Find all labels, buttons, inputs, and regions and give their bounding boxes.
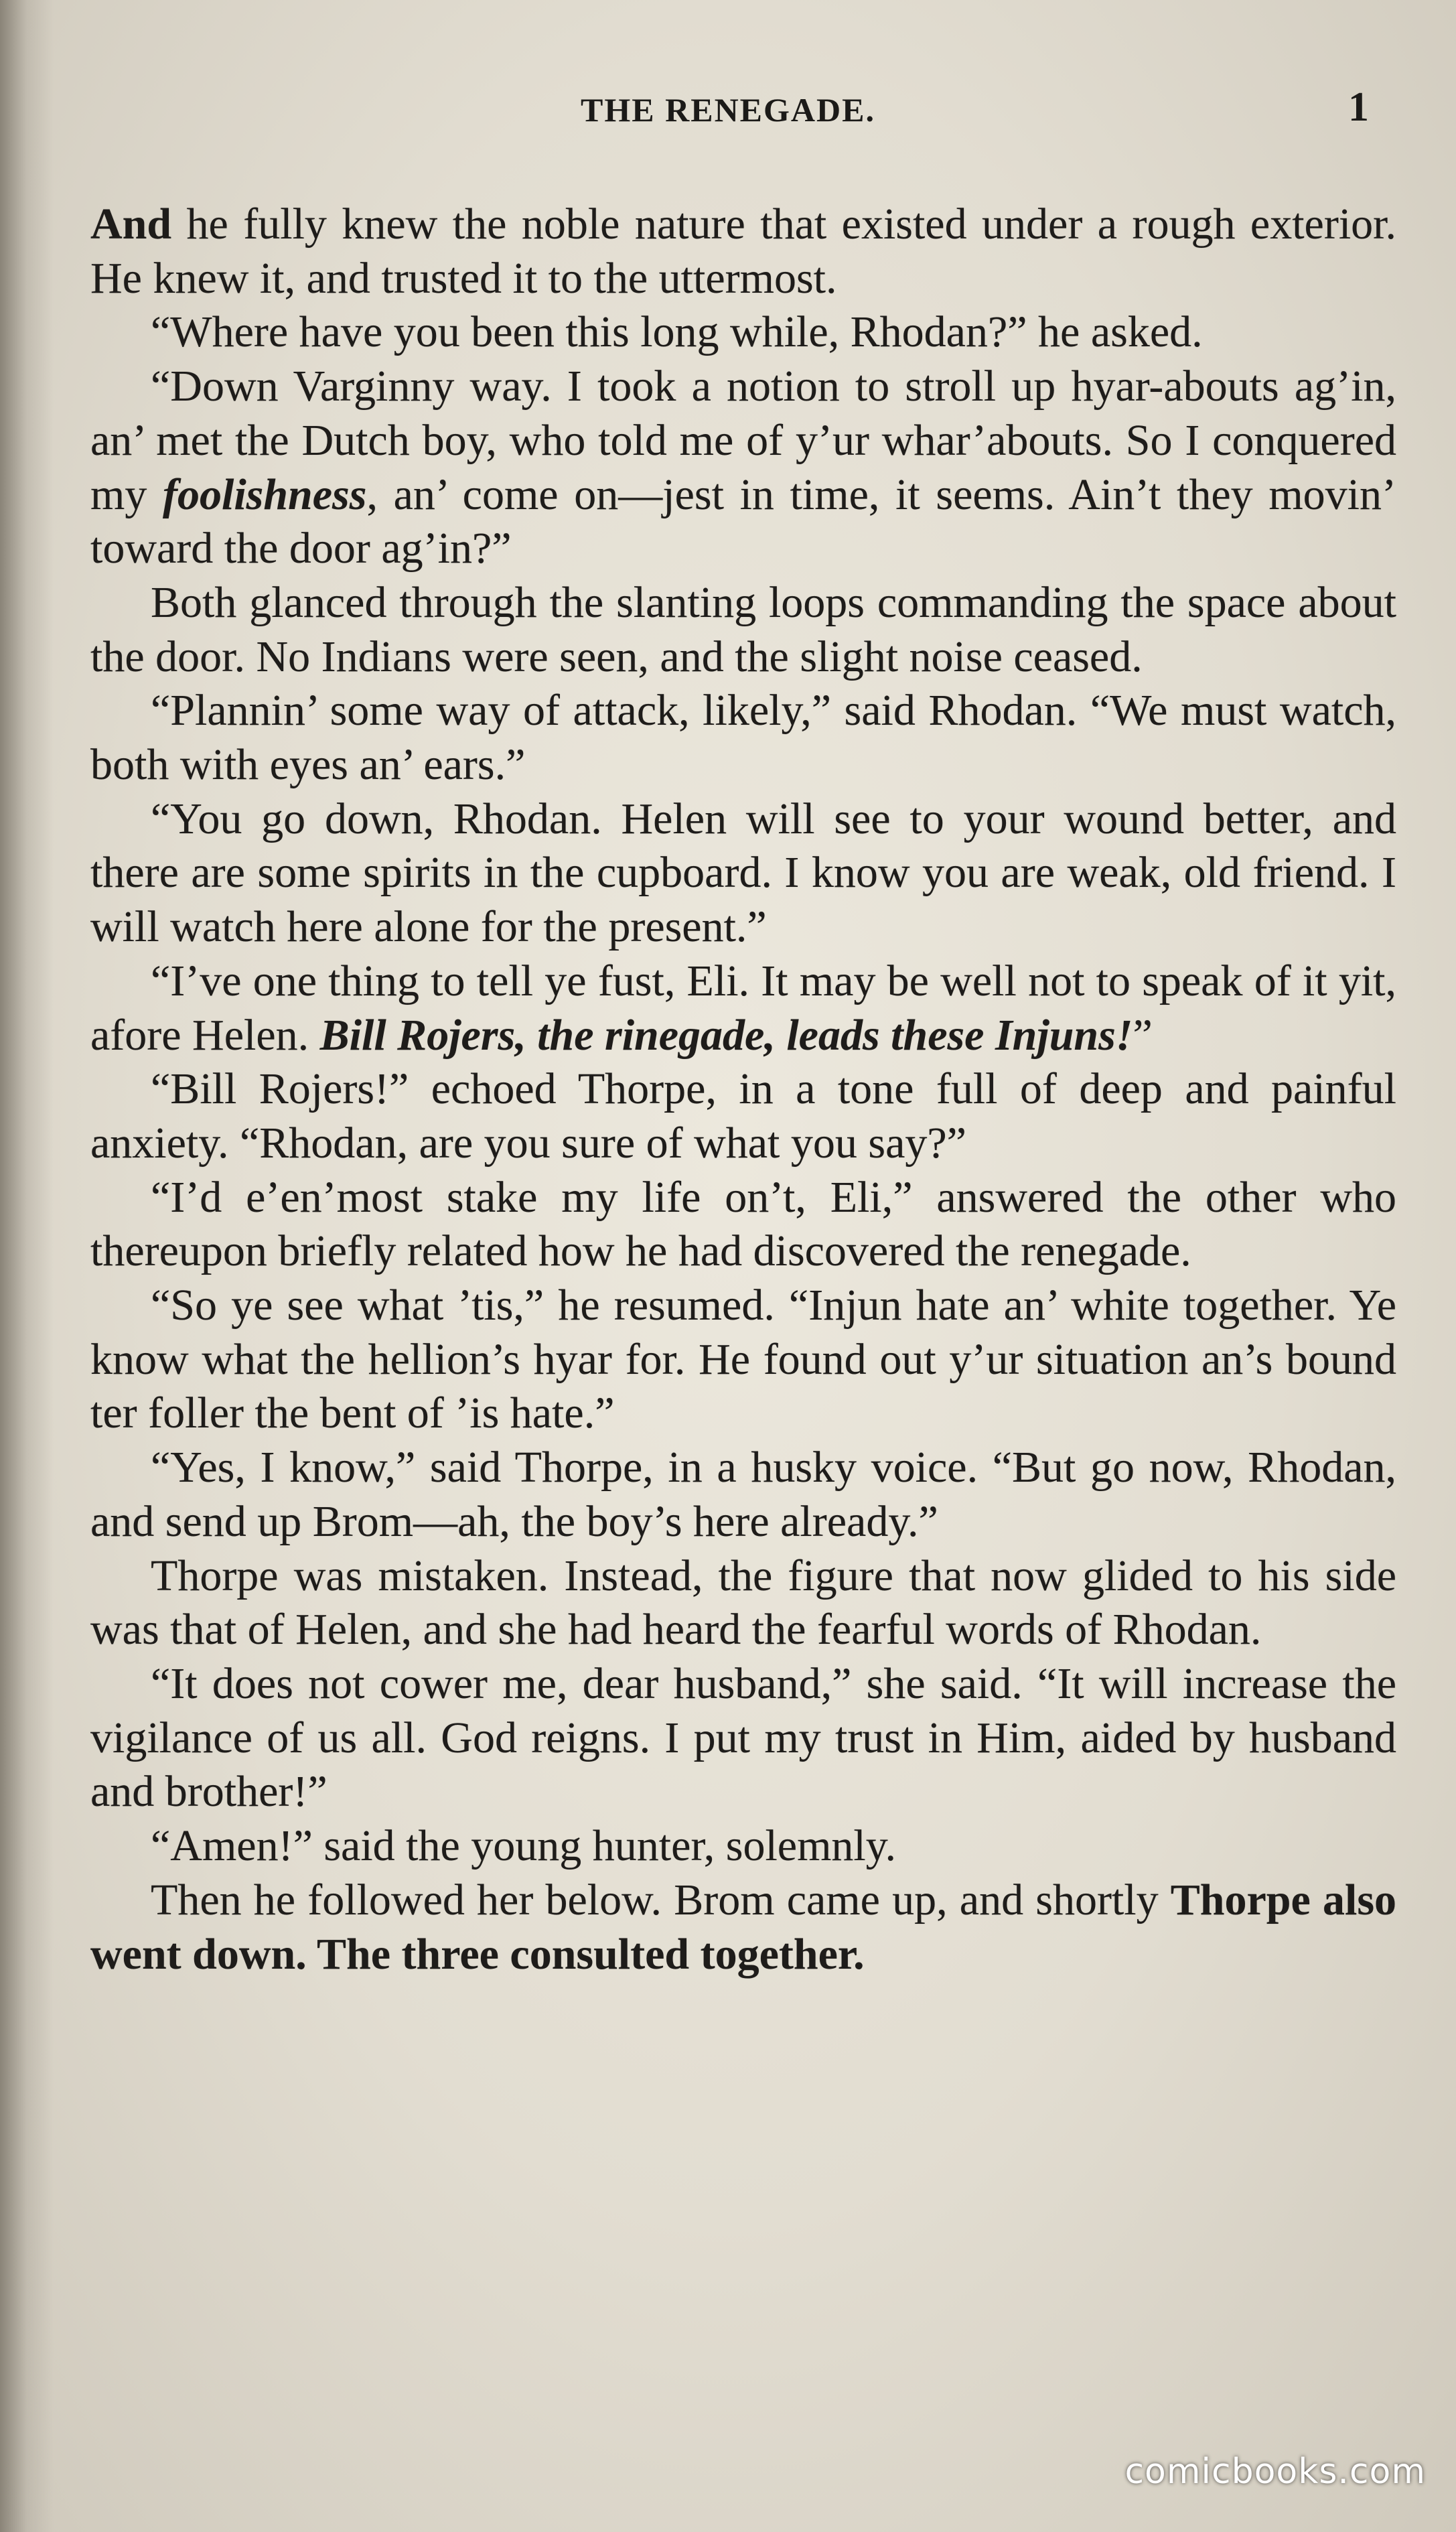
- text-run: Thorpe was mistaken. Instead, the figure that now glided to his side was that of Helen, and she had heard the fearful words of Rhodan.: [90, 1551, 1396, 1655]
- text-run: “I’d e’en’most stake my life on’t, Eli,” answered the other who thereupon briefly related how he had discovered the renegade.: [90, 1172, 1396, 1276]
- text-run: “Bill Rojers!” echoed Thorpe, in a tone full of deep and painful anxiety. “Rhodan, are you sure of what you say?”: [90, 1064, 1396, 1168]
- paragraph: [90, 1062, 1396, 1170]
- paragraph: [90, 1819, 1396, 1874]
- text-run: “It does not cower me, dear husband,” she said. “It will increase the vigilance of us all. God reigns. I put my trust in Him, aided by husband and brother!”: [90, 1659, 1396, 1817]
- paragraph: [90, 792, 1396, 955]
- paragraph: [90, 1171, 1396, 1279]
- text-run: “I’ve one thing to tell ye fust, Eli. It may be well not to speak of it yit, afore Helen.: [90, 956, 1396, 1060]
- text-run: foolishness: [163, 470, 367, 519]
- text-run: “Plannin’ some way of attack, likely,” said Rhodan. “We must watch, both with eyes an’ ears.”: [90, 686, 1396, 790]
- text-run: , an’ come on—jest in time, it seems. Ain’t they movin’ toward the door ag’in?”: [90, 470, 1396, 573]
- paragraph: [90, 305, 1396, 360]
- text-run: he fully knew the noble nature that existed under a rough exterior. He knew it, and trusted it to the uttermost.: [90, 200, 1396, 303]
- text-run: “You go down, Rhodan. Helen will see to your wound better, and there are some spirits in the cupboard. I know you are weak, old friend. I will watch here alone for the present.”: [90, 794, 1396, 952]
- paragraph: [90, 1874, 1396, 1981]
- page-binding-shadow: [0, 0, 54, 2532]
- paragraph: [90, 198, 1396, 305]
- page-number: 1: [1348, 84, 1369, 130]
- text-run: ”: [1133, 1010, 1153, 1060]
- text-run: “Where have you been this long while, Rhodan?” he asked.: [151, 307, 1203, 357]
- text-run: Thorpe also went down. The three consulted together.: [90, 1875, 1397, 1979]
- text-run: Then he followed her below. Brom came up, and shortly: [151, 1875, 1171, 1924]
- paragraph: [90, 360, 1396, 576]
- body-text: [90, 198, 1396, 1981]
- paragraph: [90, 576, 1396, 684]
- text-run: “Down Varginny way. I took a notion to stroll up hyar-abouts ag’in, an’ met the Dutch boy, who told me of y’ur whar’abouts. So I conquered my: [90, 362, 1396, 519]
- paragraph: [90, 1441, 1396, 1549]
- text-run: “Yes, I know,” said Thorpe, in a husky voice. “But go now, Rhodan, and send up Brom—ah, the boy’s here already.”: [90, 1443, 1396, 1546]
- paragraph: [90, 1279, 1396, 1441]
- text-run: Bill Rojers, the rinegade, leads these Injuns!: [319, 1010, 1133, 1060]
- paragraph: [90, 955, 1396, 1062]
- paragraph: [90, 1549, 1396, 1657]
- watermark-logo: comicbooks.com: [1124, 2452, 1426, 2492]
- paragraph: [90, 684, 1396, 792]
- text-run: “Amen!” said the young hunter, solemnly.: [151, 1821, 896, 1871]
- text-run: Both glanced through the slanting loops commanding the space about the door. No Indians were seen, and the slight noise ceased.: [90, 577, 1396, 681]
- paragraph: [90, 1657, 1396, 1819]
- text-run: And: [90, 200, 172, 249]
- text-run: “So ye see what ’tis,” he resumed. “Injun hate an’ white together. Ye know what the hellion’s hyar for. He found out y’ur situation an’s bound ter foller the bent of ’is hate.”: [90, 1281, 1396, 1438]
- running-head: THE RENEGADE.: [581, 91, 875, 129]
